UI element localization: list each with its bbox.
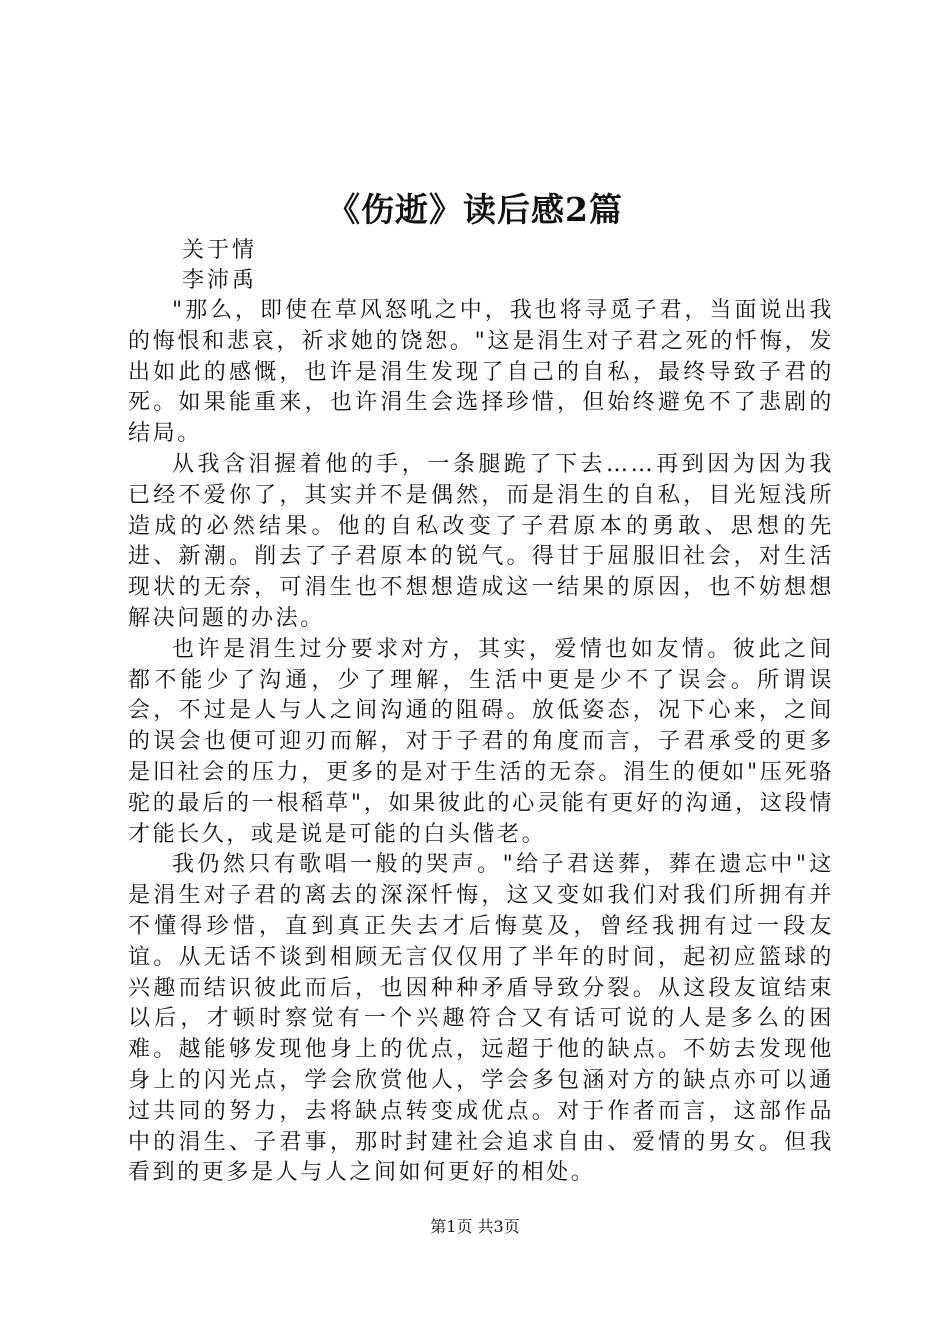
document-title: 《伤逝》读后感2篇 [327,190,623,229]
paragraph: 也许是涓生过分要求对方，其实，爱情也如友情。彼此之间都不能少了沟通，少了理解，生活中更是少不了误会。所谓误会，不过是人与人之间沟通的阻碍。放低姿态，况下心来，之间的误会也便可迎刃而解，对于子君的角度而言，子君承受的更多是旧社会的压力，更多的是对于生活的无奈。涓生的便如"压死骆驼的最后的一根稻草"，如果彼此的心灵能有更好的沟通，这段情才能长久，或是说是可能的白头偕老。 [128,636,834,847]
paragraph: 我仍然只有歌唱一般的哭声。"给子君送葬，葬在遗忘中"这是涓生对子君的离去的深深忏悔，这又变如我们对我们所拥有并不懂得珍惜，直到真正失去才后悔莫及，曾经我拥有过一段友谊。从无话不谈到相顾无言仅仅用了半年的时间，起初应篮球的兴趣而结识彼此而后，也因种种矛盾导致分裂。从这段友谊结束以后，才顿时察觉有一个兴趣符合又有话可说的人是多么的困难。越能够发现他身上的优点，远超于他的缺点。不妨去发现他身上的闪光点，学会欣赏他人，学会多包涵对方的缺点亦可以通过共同的努力，去将缺点转变成优点。对于作者而言，这部作品中的涓生、子君事，那时封建社会追求自由、爱情的男女。但我看到的更多是人与人之间如何更好的相处。 [128,852,834,1186]
paragraph: 从我含泪握着他的手，一条腿跪了下去……再到因为因为我已经不爱你了，其实并不是偶然，而是涓生的自私，目光短浅所造成的必然结果。他的自私改变了子君原本的勇敢、思想的先进、新潮。削去了子君原本的锐气。得甘于屈服旧社会，对生活现状的无奈，可涓生也不想想造成这一结果的原因，也不妨想想解决问题的办法。 [128,451,834,631]
paragraph: "那么，即使在草风怒吼之中，我也将寻觅子君，当面说出我的悔恨和悲哀，祈求她的饶恕。"这是涓生对子君之死的忏悔，发出如此的感慨，也许是涓生发现了自己的自私，最终导致子君的死。如果能重来，也许涓生会选择珍惜，但始终避免不了悲剧的结局。 [128,298,834,447]
document-topic: 关于情 [182,238,258,263]
document-body [128,296,834,1189]
page-footer: 第1页 共3页 [430,1217,520,1236]
document-author: 李沛禹 [182,268,258,293]
